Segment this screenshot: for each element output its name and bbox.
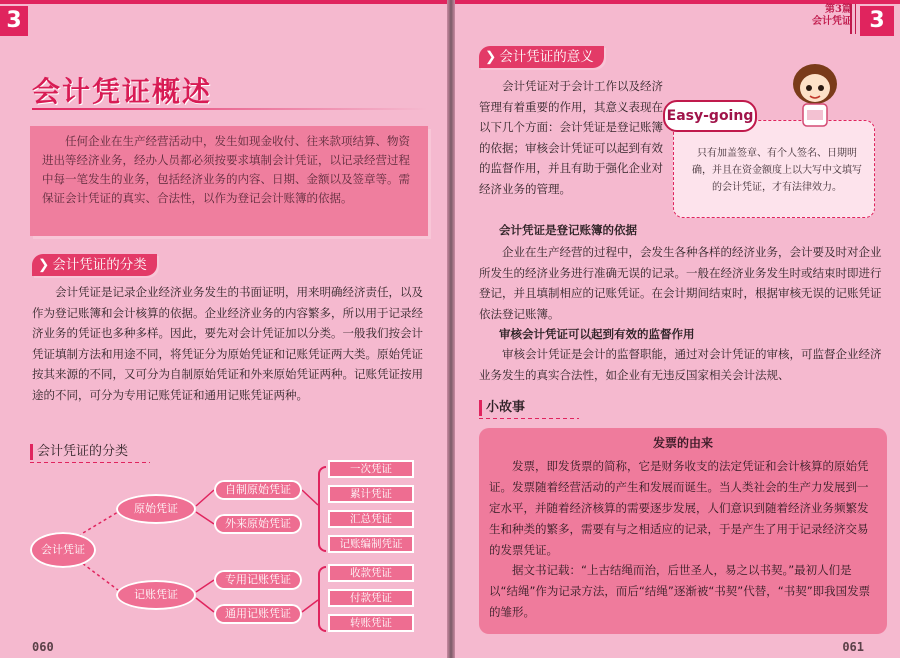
node-self-made: 自制原始凭证 xyxy=(214,480,302,500)
chapter-line-2: 会计凭证 xyxy=(812,16,852,27)
section-body: 会计凭证是记录企业经济业务发生的书面证明，用来明确经济责任，以及作为登记账簿和会计核算的依据。企业经济业务的内容繁多，所以用于记录经济业务的凭证也多种多样。因此，要先对会计凭证加以分类。一般我们按会计凭证填制方法和用途不同，将凭证分为原始凭证和记账凭证两大类。原始凭证按其来源的不同，又可分为自制原始凭证和外来原始凭证两种。记账凭证按用途的不同，可分为专用记账凭证和通用记账凭证两种。 xyxy=(32,285,423,402)
page-number: 061 xyxy=(842,640,864,654)
chapter-divider xyxy=(850,4,856,34)
section-heading-label: 会计凭证的意义 xyxy=(499,49,594,65)
bracket-upper xyxy=(318,466,326,552)
node-special: 专用记账凭证 xyxy=(214,570,302,590)
right-page xyxy=(455,0,900,658)
book-gutter xyxy=(447,0,455,658)
node-general: 通用记账凭证 xyxy=(214,604,302,624)
leaf-item: 一次凭证 xyxy=(328,460,414,478)
chevron-right-icon: ❯ xyxy=(38,257,50,273)
story-heading xyxy=(479,396,525,416)
paragraph-1: 会计凭证对于会计工作以及经济管理有着重要的作用，其意义表现在以下几个方面：会计凭证是登记账簿的依据；审核会计凭证可以起到有效的监督作用，并且有助于强化企业对经济业务的管理。 xyxy=(479,79,663,196)
section-heading-label: 会计凭证的分类 xyxy=(52,257,147,273)
story-paragraph-2: 据文书记载：“上古结绳而治，后世圣人，易之以书契。”最初人们是以“结绳”作为记录方法，而后“结绳”逐渐被“书契”代替，“书契”即我国发票的雏形。 xyxy=(489,563,871,619)
chapter-tab: 3 xyxy=(860,6,894,36)
note-box xyxy=(673,120,875,218)
intro-text: 任何企业在生产经营活动中，发生如现金收付、往来款项结算、物资进出等经济业务，经办人员都必须按要求填制会计凭证，以记录经营过程中每一笔发生的业务，包括经济业务的内容、日期、金额以及签章等。需保证会计凭证的真实、合法性，以作为登记会计账簿的依据。 xyxy=(42,134,410,205)
leaf-item: 汇总凭证 xyxy=(328,510,414,528)
bracket-lower xyxy=(318,566,326,632)
leaf-item: 累计凭证 xyxy=(328,485,414,503)
heading-dashline xyxy=(479,418,579,419)
heading-bar xyxy=(479,400,482,416)
cartoon-girl-icon xyxy=(785,62,845,132)
subheading-2: 审核会计凭证可以起到有效的监督作用 xyxy=(499,327,695,341)
easy-going-note xyxy=(663,100,880,220)
node-original: 原始凭证 xyxy=(116,494,196,524)
leaf-item: 收款凭证 xyxy=(328,564,414,582)
chevron-right-icon: ❯ xyxy=(485,49,497,65)
node-bookkeeping: 记账凭证 xyxy=(116,580,196,610)
section-heading xyxy=(479,46,604,68)
paragraph-2: 企业在生产经营的过程中，会发生各种各样的经济业务，会计要及时对企业所发生的经济业务进行准确无误的记录。一般在经济业务发生时或结束时即进行登记，并且填制相应的记账凭证。在会计期间结束时，根据审核无误的记账凭证依法登记账簿。 xyxy=(479,245,882,321)
leaf-item: 付款凭证 xyxy=(328,589,414,607)
story-heading-label: 小故事 xyxy=(486,400,526,415)
page-number: 060 xyxy=(32,640,54,654)
chapter-line-1: 第3篇 xyxy=(825,4,852,15)
chapter-label xyxy=(812,4,852,28)
story-title: 发票的由来 xyxy=(652,436,713,450)
chapter-tab: 3 xyxy=(0,6,28,36)
node-external: 外来原始凭证 xyxy=(214,514,302,534)
story-box xyxy=(479,428,887,634)
easy-going-badge: Easy-going xyxy=(663,100,757,132)
note-text: 只有加盖签章、有个人签名、日期明确，并且在资金额度上以大写中文填写的会计凭证，才有法律效力。 xyxy=(692,148,862,193)
leaf-item: 转账凭证 xyxy=(328,614,414,632)
paragraph-3: 审核会计凭证是会计的监督职能，通过对会计凭证的审核，可监督企业经济业务发生的真实合法性，如企业有无违反国家相关会计法规、 xyxy=(479,347,882,382)
subheading-1: 会计凭证是登记账簿的依据 xyxy=(499,223,637,237)
leaf-item: 记账编制凭证 xyxy=(328,535,414,553)
node-root: 会计凭证 xyxy=(30,532,96,568)
diagram-heading-label: 会计凭证的分类 xyxy=(37,444,129,459)
page-title: 会计凭证概述 xyxy=(32,75,213,108)
story-paragraph-1: 发票，即发货票的简称，它是财务收支的法定凭证和会计核算的原始凭证。发票随着经营活动的产生和发展而诞生。当人类社会的生产力发展到一定水平，并随着经济核算的需要逐步发展，人们意识到随着经济业务频繁发生和种类的繁多，需要有与之相适应的记录，于是产生了用于记录经济交易的发票凭证。 xyxy=(489,459,869,557)
left-page xyxy=(0,0,447,658)
